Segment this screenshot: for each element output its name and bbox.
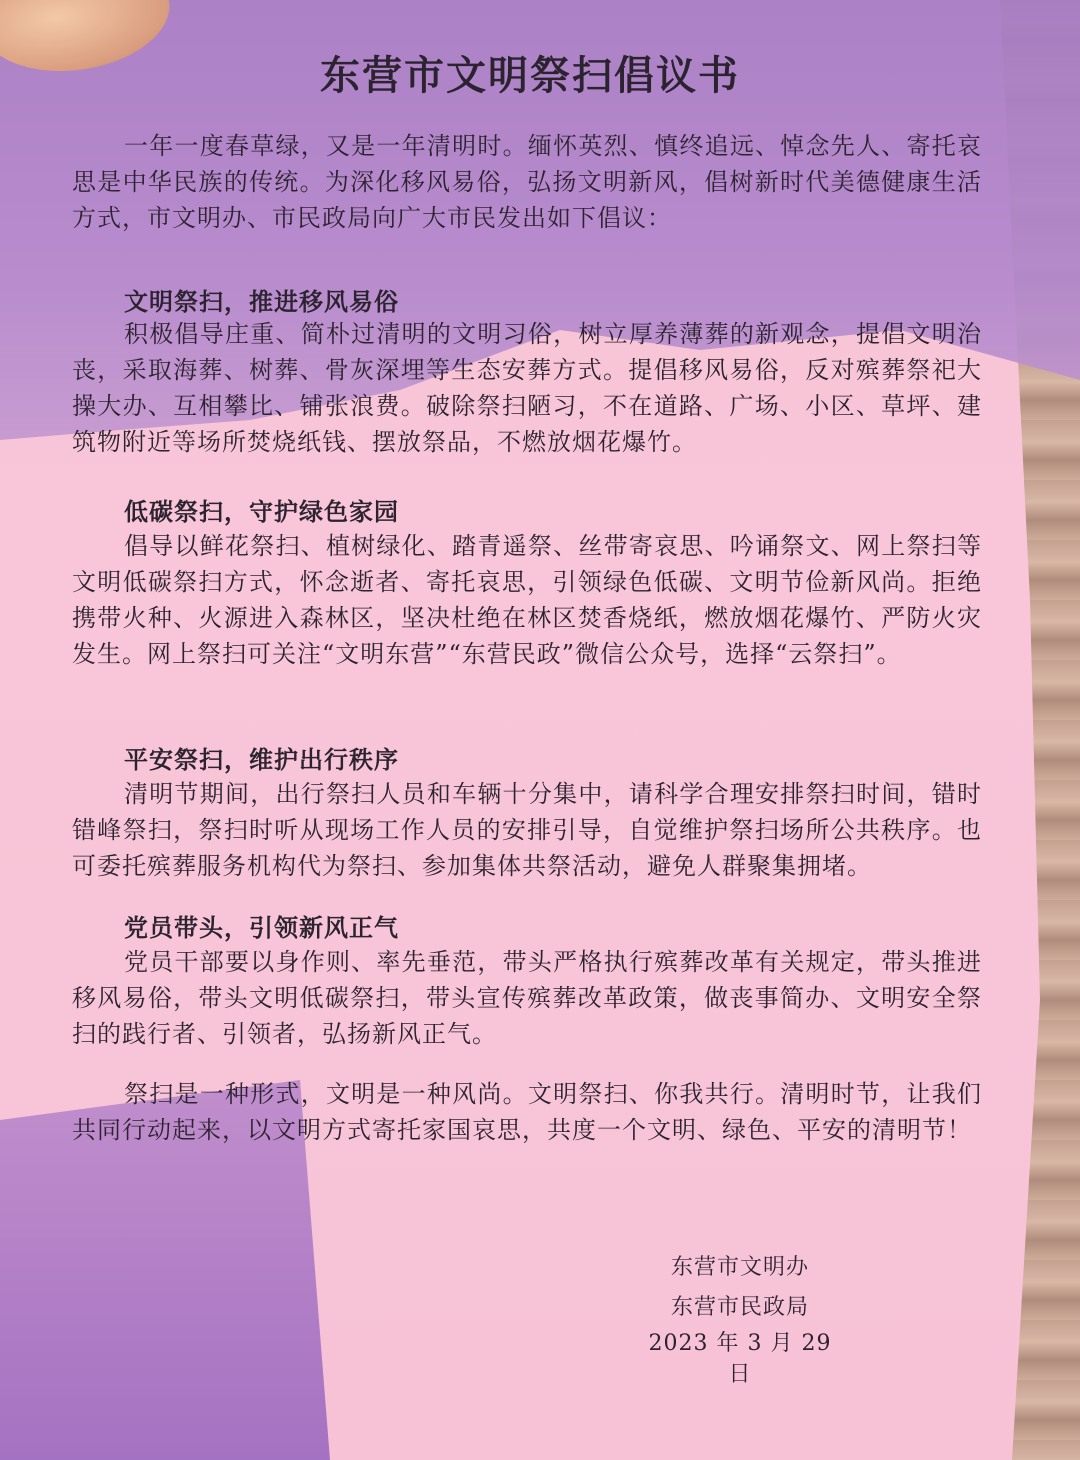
intro-paragraph: 一年一度春草绿，又是一年清明时。缅怀英烈、慎终追远、悼念先人、寄托哀思是中华民族的传统。为深化移风易俗，弘扬文明新风，倡树新时代美德健康生活方式，市文明办、市民政局向广大市民发出如下倡议： bbox=[72, 132, 982, 232]
section-body-3: 清明节期间，出行祭扫人员和车辆十分集中，请科学合理安排祭扫时间，错时错峰祭扫，祭扫时听从现场工作人员的安排引导，自觉维护祭扫场所公共秩序。也可委托殡葬服务机构代为祭扫、参加集体共祭活动，避免人群聚集拥堵。 bbox=[72, 780, 982, 880]
section-heading-4: 党员带头，引领新风正气 bbox=[124, 914, 399, 942]
section-heading-1: 文明祭扫，推进移风易俗 bbox=[124, 288, 399, 316]
signature-org-1: 东营市文明办 bbox=[670, 1255, 809, 1280]
section-body-1: 积极倡导庄重、简朴过清明的文明习俗，树立厚养薄葬的新观念，提倡文明治丧，采取海葬、树葬、骨灰深埋等生态安葬方式。提倡移风易俗，反对殡葬祭祀大操大办、互相攀比、铺张浪费。破除祭扫陋习，不在道路、广场、小区、草坪、建筑物附近等场所焚烧纸钱、摆放祭品，不燃放烟花爆竹。 bbox=[72, 320, 982, 456]
section-heading-3: 平安祭扫，维护出行秩序 bbox=[124, 746, 399, 774]
signature-org-2: 东营市民政局 bbox=[670, 1295, 809, 1320]
section-heading-2: 低碳祭扫，守护绿色家园 bbox=[124, 498, 399, 526]
closing-paragraph: 祭扫是一种形式，文明是一种风尚。文明祭扫、你我共行。清明时节，让我们共同行动起来，以文明方式寄托家国哀思，共度一个文明、绿色、平安的清明节！ bbox=[72, 1080, 982, 1144]
signature-date: 2023 年 3 月 29 日 bbox=[648, 1331, 832, 1387]
section-body-4: 党员干部要以身作则、率先垂范，带头严格执行殡葬改革有关规定，带头推进移风易俗，带头文明低碳祭扫，带头宣传殡葬改革政策，做丧事简办、文明安全祭扫的践行者、引领者，弘扬新风正气。 bbox=[72, 948, 982, 1048]
section-body-2: 倡导以鲜花祭扫、植树绿化、踏青遥祭、丝带寄哀思、吟诵祭文、网上祭扫等文明低碳祭扫方式，怀念逝者、寄托哀思，引领绿色低碳、文明节俭新风尚。拒绝携带火种、火源进入森林区，坚决杜绝在林区焚香烧纸，燃放烟花爆竹、严防火灾发生。网上祭扫可关注“文明东营”“东营民政”微信公众号，选择“云祭扫”。 bbox=[72, 532, 982, 668]
document-title: 东营市文明祭扫倡议书 bbox=[320, 52, 740, 99]
